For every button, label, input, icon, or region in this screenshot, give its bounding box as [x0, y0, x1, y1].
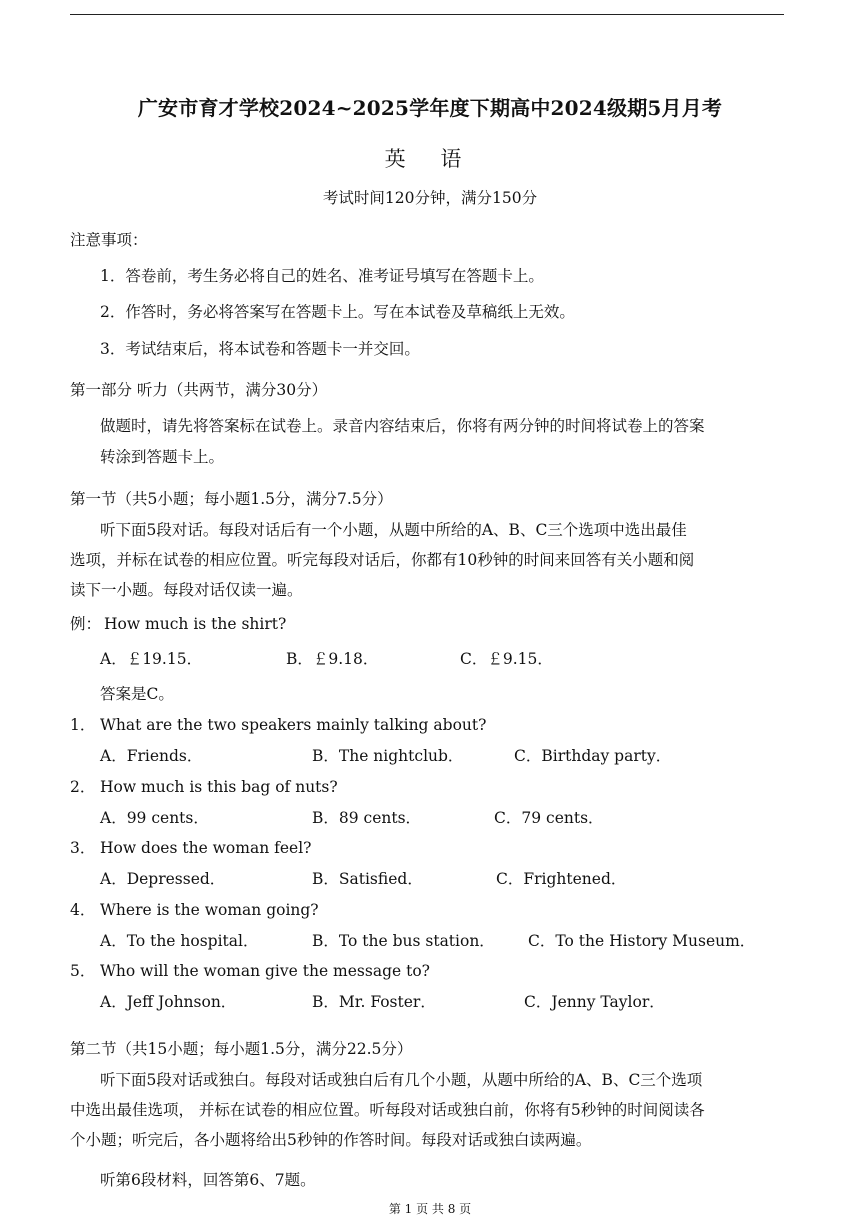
question-option-c: C．Frightened．: [496, 870, 627, 888]
example-option-c: C．￡9.15．: [460, 650, 553, 668]
question-option-c: C．To the History Museum．: [528, 932, 756, 950]
notice-item-1: 1．答卷前，考生务必将自己的姓名、准考证号填写在答题卡上。: [100, 267, 544, 285]
part1-intro-line: 做题时，请先将答案标在试卷上。录音内容结束后，你将有两分钟的时间将试卷上的答案: [100, 417, 705, 435]
notice-heading: 注意事项：: [70, 231, 148, 249]
question-option-c: C．79 cents．: [494, 809, 604, 827]
question-option-a: A．Jeff Johnson．: [100, 993, 237, 1011]
notice-item-2: 2．作答时，务必将答案写在答题卡上。写在本试卷及草稿纸上无效。: [100, 303, 575, 321]
question-option-b: B．89 cents．: [312, 809, 422, 827]
question-number: 4．: [70, 901, 96, 919]
question-option-c: C．Jenny Taylor．: [524, 993, 665, 1011]
question-number: 5．: [70, 962, 96, 980]
question-option-a: A．Depressed．: [100, 870, 226, 888]
question-option-b: B．Satisfied．: [312, 870, 423, 888]
exam-time-info: 考试时间120分钟，满分150分: [322, 189, 538, 207]
material-6-heading: 听第6段材料，回答第6、7题。: [100, 1171, 316, 1189]
subject-title: 英 语: [384, 147, 476, 171]
example-option-a: A．￡19.15．: [100, 650, 203, 668]
example-option-b: B．￡9.18．: [286, 650, 379, 668]
question-option-c: C．Birthday party．: [514, 747, 672, 765]
exam-title: 广安市育才学校2024~2025学年度下期高中2024级期5月月考: [137, 96, 723, 120]
section1-intro-line: 读下一小题。每段对话仅读一遍。: [70, 581, 303, 599]
question-text: Who will the woman give the message to?: [100, 962, 430, 980]
part1-intro-line: 转涂到答题卡上。: [100, 448, 225, 466]
section2-heading: 第二节（共15小题；每小题1.5分，满分22.5分）: [70, 1040, 413, 1058]
question-number: 1．: [70, 716, 96, 734]
page-number: 第 1 页 共 8 页: [388, 1202, 472, 1216]
example-answer: 答案是C。: [100, 685, 174, 703]
question-option-b: B．The nightclub．: [312, 747, 464, 765]
section1-intro-line: 选项，并标在试卷的相应位置。听完每段对话后，你都有10秒钟的时间来回答有关小题和阅: [70, 551, 695, 569]
section2-intro-line: 中选出最佳选项， 并标在试卷的相应位置。听每段对话或独白前，你将有5秒钟的时间阅读各: [70, 1101, 705, 1119]
section1-heading: 第一节（共5小题；每小题1.5分，满分7.5分）: [70, 490, 393, 508]
part1-heading: 第一部分 听力（共两节，满分30分）: [70, 381, 328, 399]
notice-item-3: 3．考试结束后，将本试卷和答题卡一并交回。: [100, 340, 420, 358]
question-number: 2．: [70, 778, 96, 796]
question-number: 3．: [70, 839, 96, 857]
question-option-b: B．To the bus station．: [312, 932, 495, 950]
question-option-b: B．Mr. Foster．: [312, 993, 436, 1011]
question-text: What are the two speakers mainly talking about?: [100, 716, 487, 734]
section2-intro-line: 听下面5段对话或独白。每段对话或独白后有几个小题，从题中所给的A、B、C三个选项: [100, 1071, 703, 1089]
example-question: How much is the shirt?: [104, 615, 287, 633]
question-option-a: A．Friends．: [100, 747, 203, 765]
question-text: How does the woman feel?: [100, 839, 312, 857]
question-option-a: A．99 cents．: [100, 809, 209, 827]
example-label: 例：: [70, 615, 102, 633]
question-text: Where is the woman going?: [100, 901, 319, 919]
section2-intro-line: 个小题；听完后，各小题将给出5秒钟的作答时间。每段对话或独白读两遍。: [70, 1131, 592, 1149]
top-rule: [70, 14, 784, 15]
question-option-a: A．To the hospital．: [100, 932, 259, 950]
question-text: How much is this bag of nuts?: [100, 778, 338, 796]
section1-intro-line: 听下面5段对话。每段对话后有一个小题，从题中所给的A、B、C三个选项中选出最佳: [100, 521, 687, 539]
